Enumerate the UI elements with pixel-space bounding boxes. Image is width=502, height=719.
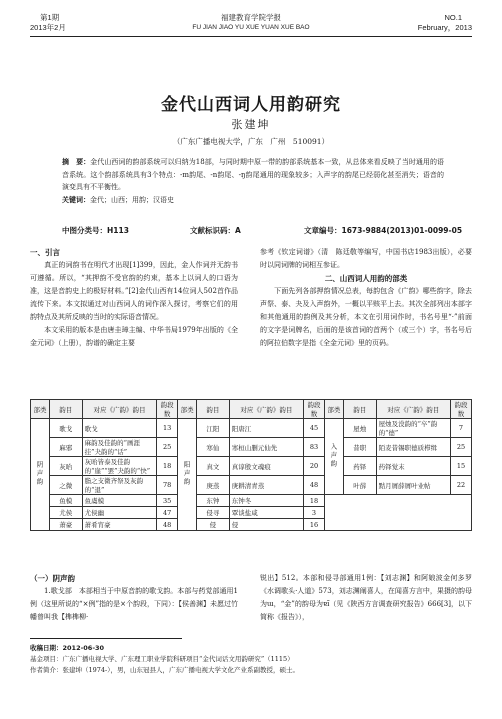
table-cell: 15 — [451, 457, 472, 476]
table-cell: 78 — [157, 476, 178, 495]
paper-title: 金代山西词人用韵研究 — [161, 95, 341, 115]
footnotes — [30, 643, 470, 676]
table-header-cell: 对应《广韵》韵目 — [229, 400, 303, 419]
table-cell: 药铎觉末 — [376, 457, 450, 476]
table-cell: 48 — [304, 476, 325, 495]
table-cell: 25 — [157, 438, 178, 457]
keywords-label: 关键词： — [62, 195, 90, 204]
received-date: 收稿日期：2012-06-30 — [30, 644, 105, 652]
journal-pinyin: FU JIAN JIAO YU XUE YUAN XUE BAO — [192, 24, 310, 31]
issue-no: NO.1 — [444, 13, 462, 22]
right-paragraph-1: 参考《钦定词谱》（清 陈廷敬等编写，中国书店1983出版），必要时以同词牌的词相互参证。 — [260, 248, 472, 269]
table-cell: 45 — [304, 419, 325, 438]
fund-note: 基金项目：广东广播电视大学、广东理工职业学院科研项目“金代词话文用韵研究”（1115） — [30, 655, 294, 663]
left-column — [30, 246, 238, 350]
table-group-label: 阴声韵 — [35, 460, 44, 487]
table-header-cell: 韵目 — [49, 400, 82, 419]
table-header-cell: 韵段数 — [157, 400, 178, 419]
table-row — [31, 438, 472, 457]
yin-continued: 锐出】512。本部和侵寻部通用1例：【刘志渊】和阿娘波金何多罗《水调歌头·人道》573，刘志渊阐喜人，在闻喜方言中，果摄的韵母为ɯ，“金”的韵母为ɐĩ（见《陕西方言调查研究报告》666[3]，以下简称《报告》）， — [260, 574, 472, 621]
clc-number: 中图分类号：H113 — [62, 226, 129, 235]
table-cell: 13 — [157, 419, 178, 438]
right-paragraph-2: 下面先列各部押韵情况总表，每韵包含《广韵》哪些韵字，除去声祭、泰、夬及入声韵外，一概以平赅平上去。其次全部列出本部字和其他通用的韵例及其分析，本文在引用词作时，书名号里“·”前面的文字是词牌名，后面的是该首词的首两个（或三个）字，书名号后的阿拉伯数字是指《全金元词》里的页码。 — [260, 287, 472, 347]
table-cell: 昔职 — [343, 438, 376, 457]
table-row — [31, 495, 472, 507]
table-cell: 20 — [304, 457, 325, 476]
table-cell: 尤侯 — [49, 507, 82, 519]
table-cell: 35 — [157, 495, 178, 507]
keywords-text: 金代；山西；用韵；汉语史 — [90, 195, 174, 204]
table-cell: 尤侯幽 — [82, 507, 157, 519]
table-header-cell: 对应《广韵》韵目 — [376, 400, 450, 419]
table-cell: 83 — [304, 438, 325, 457]
table-cell: 萧肴宵豪 — [82, 519, 157, 531]
rhyme-table — [30, 399, 472, 531]
table-cell: 之微 — [49, 476, 82, 495]
table-cell: 真文 — [197, 457, 230, 476]
table-header-cell: 韵段数 — [451, 400, 472, 419]
section-heading-intro: 一、引言 — [30, 248, 60, 257]
table-cell: 22 — [451, 476, 472, 495]
footnote-rule — [30, 638, 182, 639]
table-cell: 庚蒸 — [197, 476, 230, 495]
table-header-row — [31, 400, 472, 419]
table-cell: 庚耕清青蒸 — [229, 476, 303, 495]
table-header-cell: 韵目 — [343, 400, 376, 419]
table-cell: 药铎 — [343, 457, 376, 476]
author-bio: 作者简介：张建坤（1974-），男，山东冠县人，广东广播电视大学文化产业系副教授，硕士。 — [30, 666, 299, 674]
issue-month-en: February，2013 — [417, 23, 472, 32]
table-cell: 屋烛 — [343, 419, 376, 438]
author-affiliation: （广东广播电视大学，广东 广州 510091） — [172, 137, 330, 146]
issue-date: 2013年2月 — [30, 23, 66, 32]
table-group-cell — [324, 419, 343, 495]
paper-author: 张建坤 — [231, 118, 271, 131]
table-cell: 48 — [157, 519, 178, 531]
table-cell: 陌麦昔锡职德质栉缉 — [376, 438, 450, 457]
intro-paragraph-2: 本文采用的版本是由唐圭璋主编、中华书局1979年出版的《全金元词》（上册），韵谱的确定主要 — [30, 326, 238, 347]
yin-paragraph: 1.歌戈部 本部相当于中原音韵的歌戈韵。本部与药觉部通用1例（这里所说的“×例”指的是×个韵段，下同）：【侯善渊】未愿过竹幡曾叫我【榫榫柳· — [30, 587, 238, 621]
table-cell: 真谆殷文魂痕 — [229, 457, 303, 476]
table-row — [31, 457, 472, 476]
table-cell: 侵 — [197, 519, 230, 531]
table-cell: 3 — [304, 507, 325, 519]
table-cell: 阳唐江 — [229, 419, 303, 438]
table-group-cell — [31, 419, 50, 531]
table-cell: 麻韵及佳韵的“画涯挂”夬韵的“话” — [82, 438, 157, 457]
table-cell: 侵 — [229, 519, 303, 531]
table-cell: 鱼模 — [49, 495, 82, 507]
table-cell: 侵寻 — [197, 507, 230, 519]
table-cell: 灰咍皆泰及佳韵的“崖”“罢”夬韵的“快” — [82, 457, 157, 476]
table-cell: 黠月屑薛屑叶业帖 — [376, 476, 450, 495]
table-cell: 东钟 — [197, 495, 230, 507]
table-header-cell: 部类 — [178, 400, 197, 419]
journal-title: 福建教育学院学报 — [221, 13, 281, 22]
table-cell: 18 — [304, 495, 325, 507]
header-rule — [30, 36, 472, 37]
abstract — [62, 156, 444, 206]
issue-label: 第1期 — [40, 13, 60, 22]
table-group-cell — [178, 419, 197, 531]
table-cell: 东钟冬 — [229, 495, 303, 507]
table-cell: 覃谈盐咸 — [229, 507, 303, 519]
table-cell: 寒仙 — [197, 438, 230, 457]
table-header-cell: 韵段数 — [304, 400, 325, 419]
yin-section — [30, 572, 238, 624]
article-number: 文章编号：1673-9884(2013)01-0099-05 — [304, 226, 463, 235]
table-row — [31, 476, 472, 495]
table-cell: 歌戈 — [82, 419, 157, 438]
table-header-cell: 部类 — [324, 400, 343, 419]
table-cell: 脂之支微齐祭及灰韵的“退” — [82, 476, 157, 495]
table-header-cell: 部类 — [31, 400, 50, 419]
table-cell: 灰咍 — [49, 457, 82, 476]
intro-paragraph: 真正的词韵书在明代才出现[1]399，因此，金人作词并无韵书可遵循。所以，“其押韵不受官韵的约束，基本上以词人的口语为准，这是音韵史上的极好材料。”[2]金代山西有14位词人502首作品流传下来。本文拟通过对山西词人的词作深入探讨，考察它们的用韵特点及其所反映的当时的实际语音情况。 — [30, 261, 238, 321]
table-cell: 叶薛 — [343, 476, 376, 495]
table-cell: 18 — [157, 457, 178, 476]
table-cell: 16 — [304, 519, 325, 531]
table-cell: 歌戈 — [49, 419, 82, 438]
table-cell: 47 — [157, 507, 178, 519]
table-cell: 萧豪 — [49, 519, 82, 531]
section-heading-categories: 二、山西词人用韵的部类 — [324, 274, 408, 283]
right-column — [260, 246, 472, 350]
table-cell: 25 — [451, 438, 472, 457]
table-group-label: 入声韵 — [329, 442, 338, 469]
table-cell: 寒桓山删元仙先 — [229, 438, 303, 457]
table-row — [31, 419, 472, 438]
document-code: 文献标识码：A — [190, 226, 241, 235]
table-group-label: 阳声韵 — [182, 460, 191, 487]
table-empty-cell — [324, 495, 471, 531]
table-cell: 江阳 — [197, 419, 230, 438]
abstract-label: 摘 要： — [62, 158, 91, 166]
table-cell: 7 — [451, 419, 472, 438]
table-cell: 鱼虞模 — [82, 495, 157, 507]
table-header-cell: 对应《广韵》韵目 — [82, 400, 157, 419]
subsection-heading-yin: （一）阴声韵 — [30, 574, 75, 583]
table-cell: 屋烛及没韵的“卒”韵的“德” — [376, 419, 450, 438]
table-cell: 麻邪 — [49, 438, 82, 457]
table-header-cell: 韵目 — [197, 400, 230, 419]
abstract-text: 金代山西词的韵部系统可以归纳为18部，与同时期中原一带的韵部系统基本一致，从总体来看反映了当时通用的语音系统。这个韵部系统具有3个特点：-m韵尾、-n韵尾、-ŋ韵尾通用的现象较多；入声字的韵尾已经弱化甚至消失；语音的演变具有不平衡性。 — [62, 158, 445, 191]
